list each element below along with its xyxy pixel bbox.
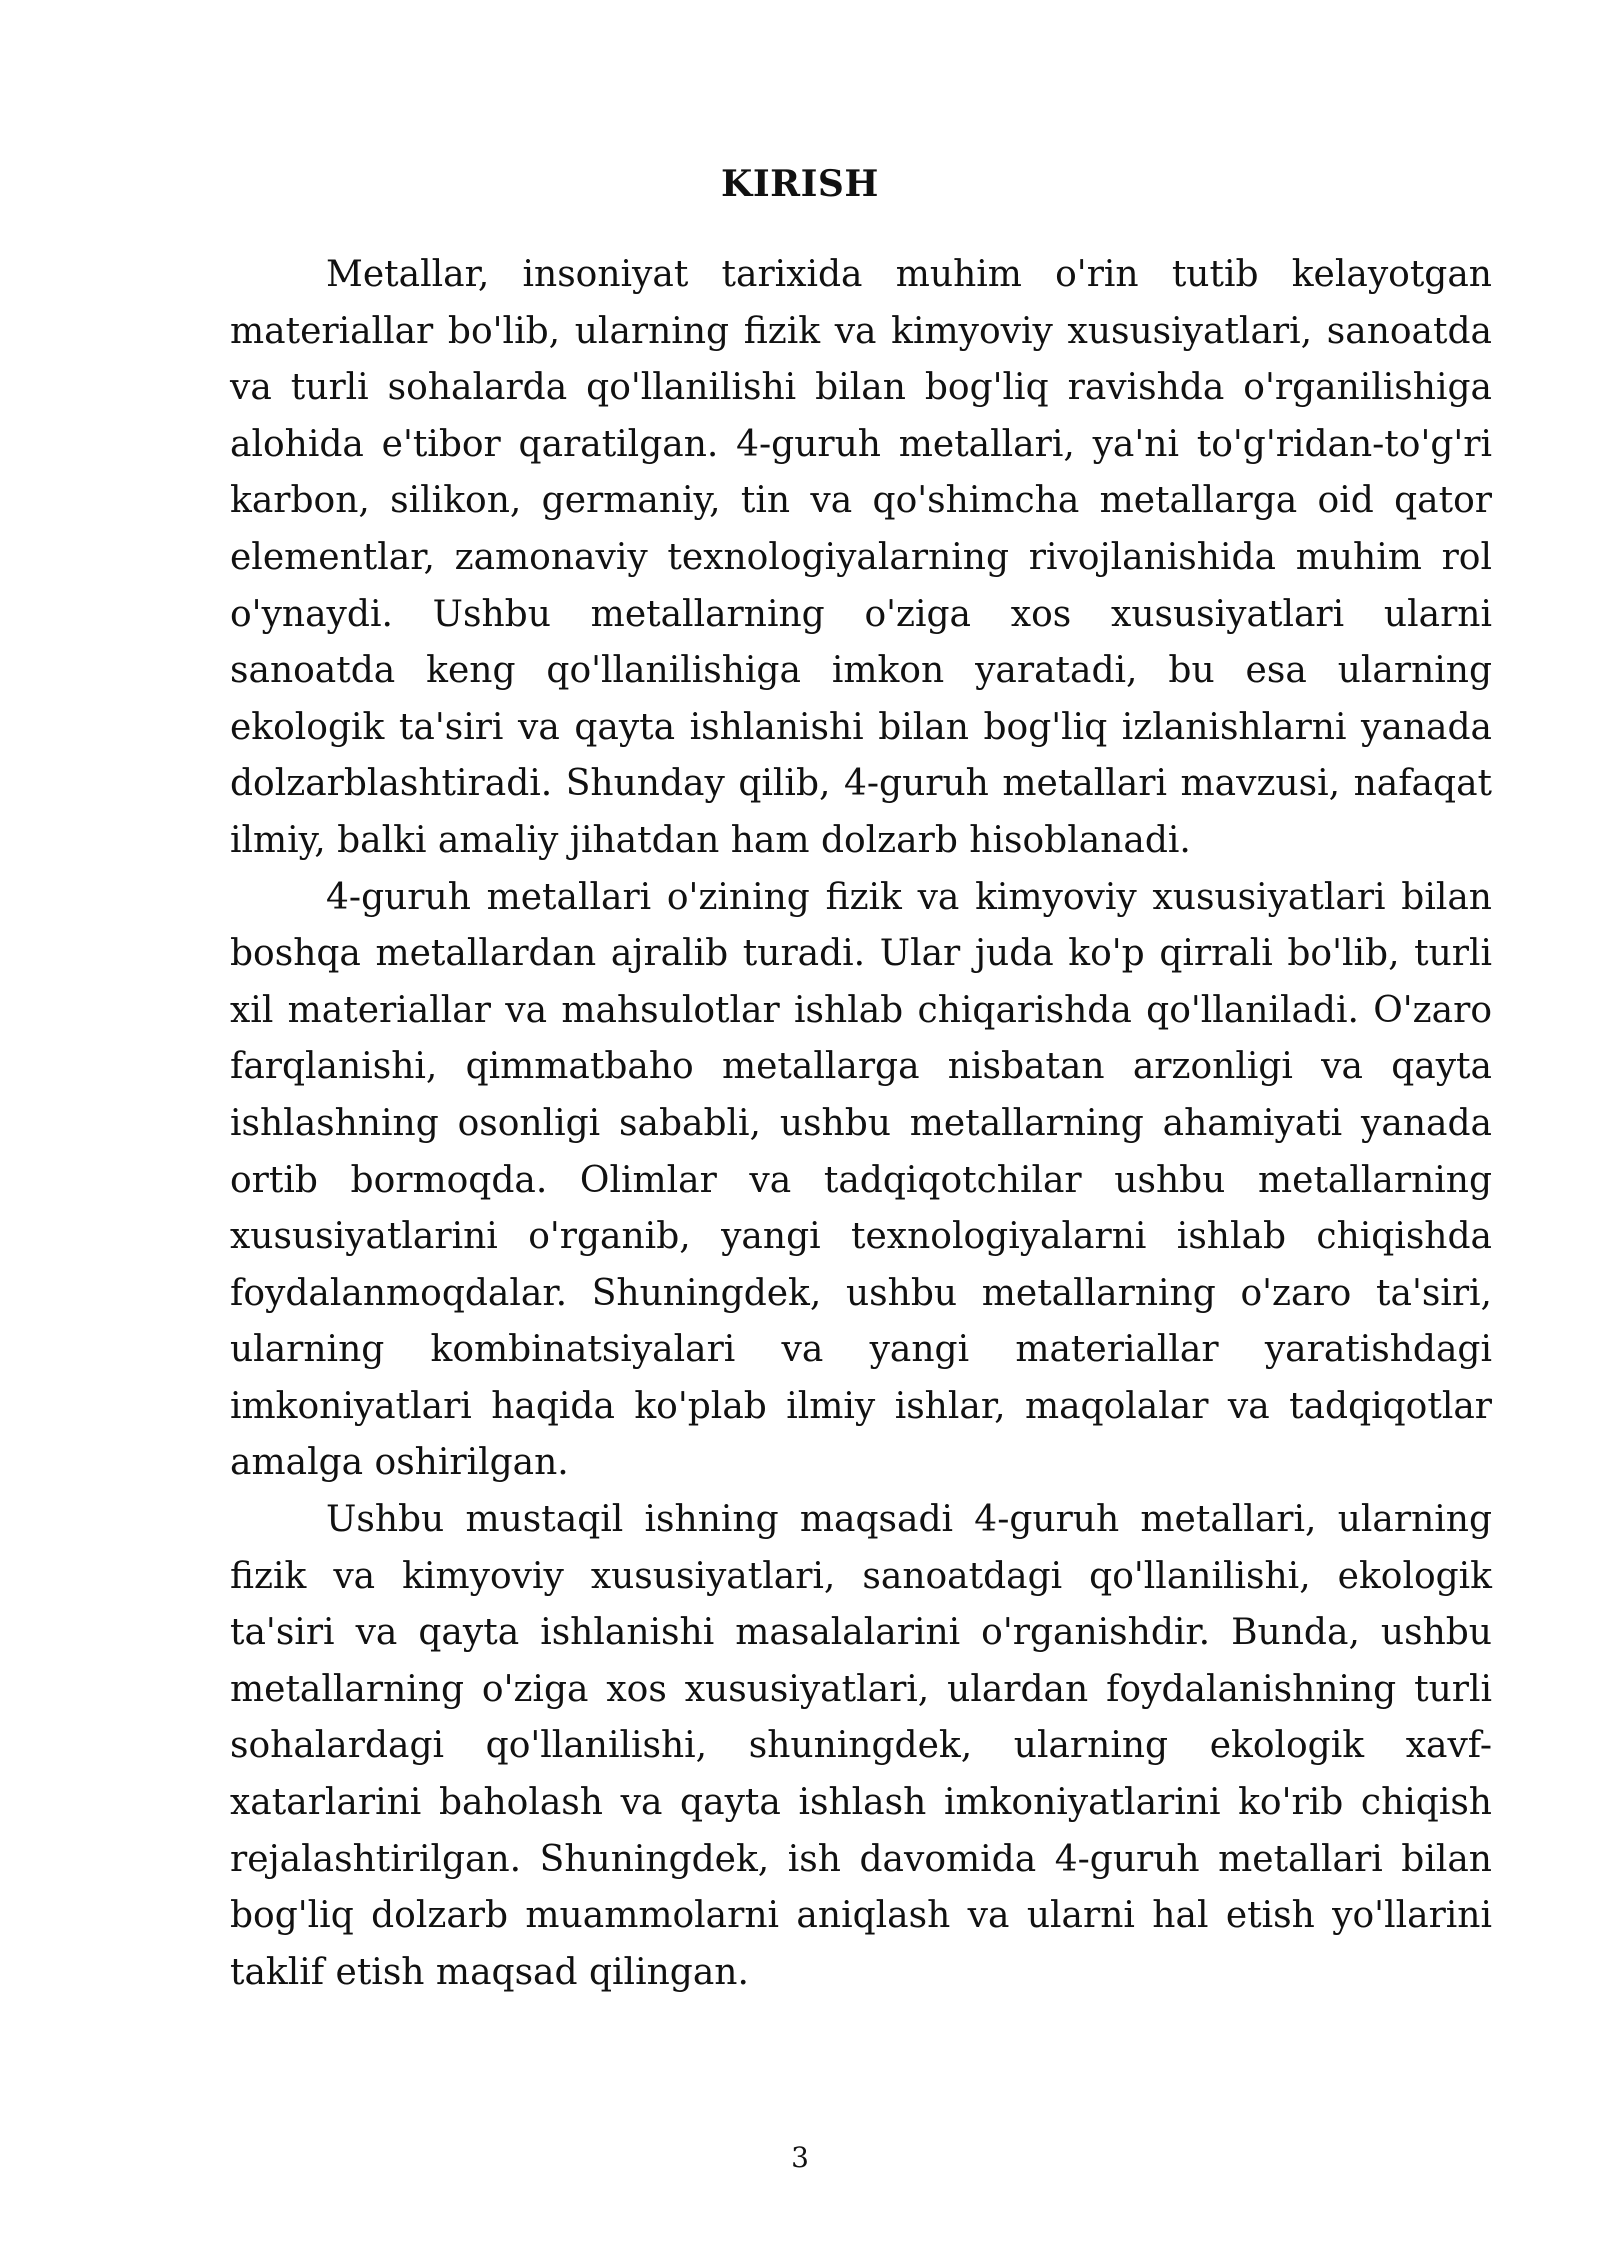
- paragraph: Ushbu mustaqil ishning maqsadi 4-guruh metallari, ularning fizik va kimyoviy xususiyatlari, sanoatdagi qo'llanilishi, ekologik ta'siri va qayta ishlanishi masalalarini o'rganishdir. Bunda, ushbu metallarning o'ziga xos xususiyatlari, ulardan foydalanishning turli sohalardagi qo'llanilishi, shuningdek, ularning ekologik xavf-xatarlarini baholash va qayta ishlash imkoniyatlarini ko'rib chiqish rejalashtirilgan. Shuningdek, ish davomida 4-guruh metallari bilan bog'liq dolzarb muammolarni aniqlash va ularni hal etish yo'llarini taklif etish maqsad qilingan.: [230, 1499, 1492, 1993]
- page-number: 3: [791, 2141, 809, 2174]
- body-text: [230, 247, 1492, 2001]
- paragraph: Metallar, insoniyat tarixida muhim o'rin tutib kelayotgan materiallar bo'lib, ularning fizik va kimyoviy xususiyatlari, sanoatda va turli sohalarda qo'llanilishi bilan bog'liq ravishda o'rganilishiga alohida e'tibor qaratilgan. 4-guruh metallari, ya'ni to'g'ridan-to'g'ri karbon, silikon, germaniy, tin va qo'shimcha metallarga oid qator elementlar, zamonaviy texnologiyalarning rivojlanishida muhim rol o'ynaydi. Ushbu metallarning o'ziga xos xususiyatlari ularni sanoatda keng qo'llanilishiga imkon yaratadi, bu esa ularning ekologik ta'siri va qayta ishlanishi bilan bog'liq izlanishlarni yanada dolzarblashtiradi. Shunday qilib, 4-guruh metallari mavzusi, nafaqat ilmiy, balki amaliy jihatdan ham dolzarb hisoblanadi.: [230, 254, 1492, 861]
- paragraph: 4-guruh metallari o'zining fizik va kimyoviy xususiyatlari bilan boshqa metallardan ajralib turadi. Ular juda ko'p qirrali bo'lib, turli xil materiallar va mahsulotlar ishlab chiqarishda qo'llaniladi. O'zaro farqlanishi, qimmatbaho metallarga nisbatan arzonligi va qayta ishlashning osonligi sababli, ushbu metallarning ahamiyati yanada ortib bormoqda. Olimlar va tadqiqotchilar ushbu metallarning xususiyatlarini o'rganib, yangi texnologiyalarni ishlab chiqishda foydalanmoqdalar. Shuningdek, ushbu metallarning o'zaro ta'siri, ularning kombinatsiyalari va yangi materiallar yaratishdagi imkoniyatlari haqida ko'plab ilmiy ishlar, maqolalar va tadqiqotlar amalga oshirilgan.: [230, 876, 1492, 1484]
- section-title: KIRISH: [721, 163, 879, 205]
